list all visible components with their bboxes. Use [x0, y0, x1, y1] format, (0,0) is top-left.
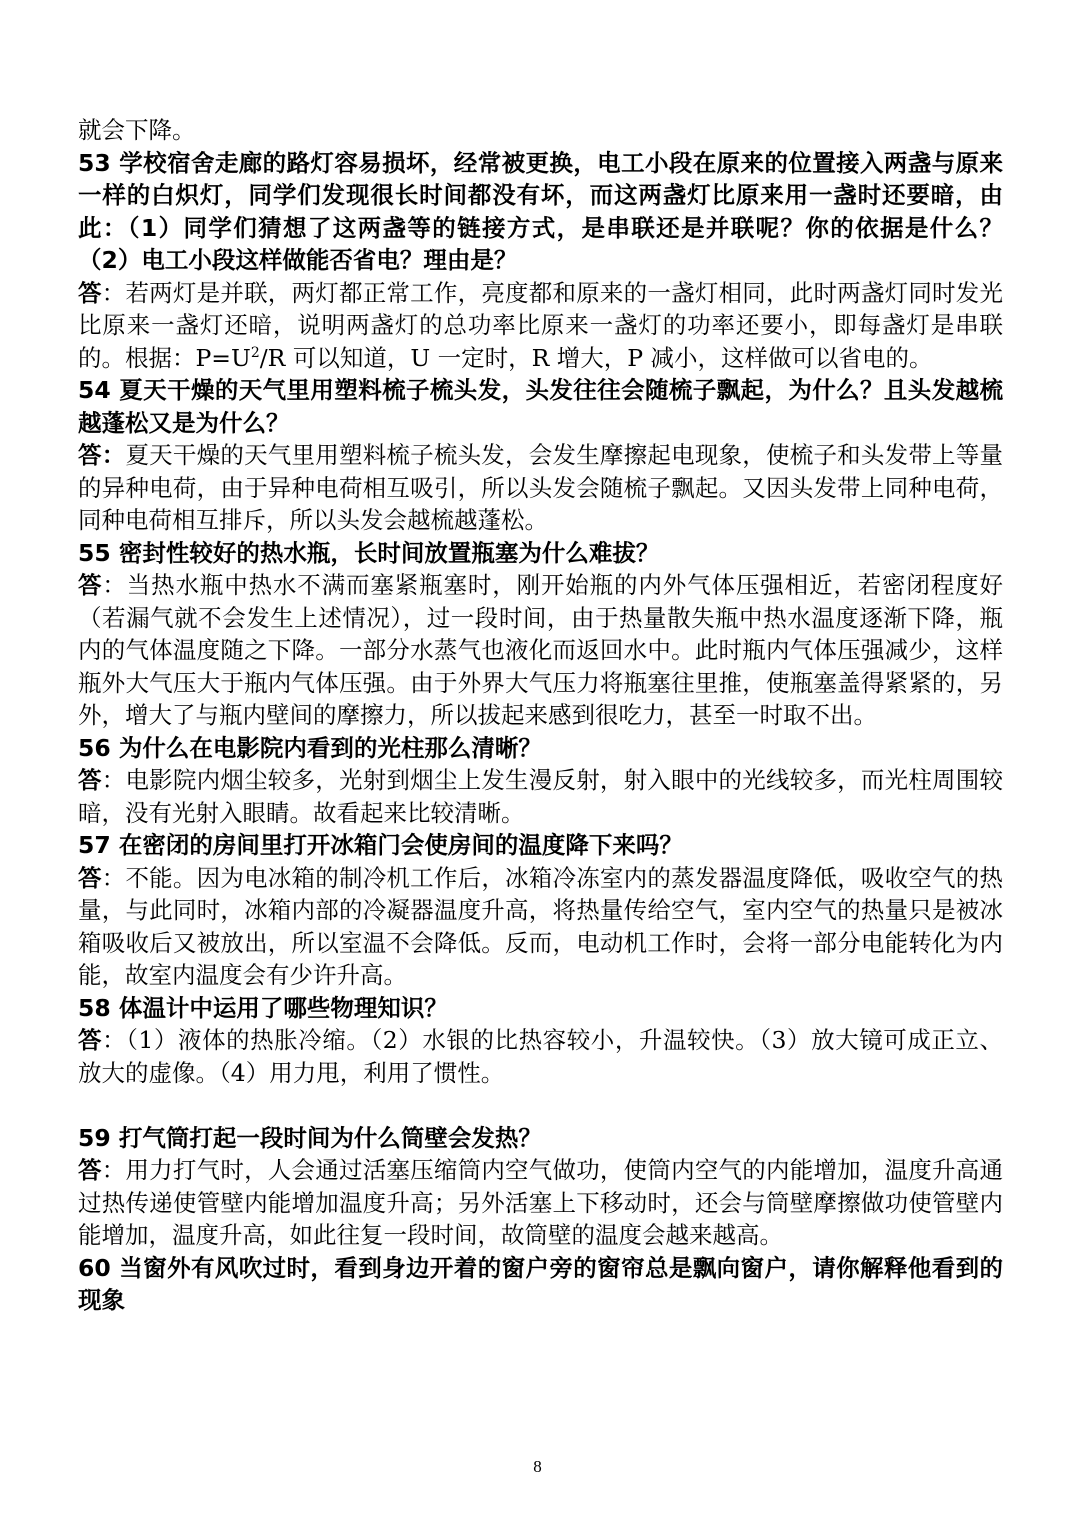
answer-text: ：（1）液体的热胀冷缩。（2）水银的比热容较小，升温较快。（3）放大镜可成正立、放大的虚像。（4）用力甩，利用了惯性。: [78, 1026, 1003, 1087]
answer-58: [78, 1024, 1003, 1089]
answer-53: [78, 277, 1003, 375]
answer-text: 夏天干燥的天气里用塑料梳子梳头发，会发生摩擦起电现象，使梳子和头发带上等量的异种电荷，由于异种电荷相互吸引，所以头发会随梳子飘起。又因头发带上同种电荷，同种电荷相互排斥，所以头发会越梳越蓬松。: [78, 441, 1004, 534]
blank-line: [78, 1089, 1003, 1122]
answer-57: [78, 862, 1003, 992]
question-55: 55 密封性较好的热水瓶，长时间放置瓶塞为什么难拔？: [78, 538, 660, 567]
answer-label: 答: [78, 1156, 102, 1184]
answer-label: 答: [78, 863, 102, 892]
answer-text: /R 可以知道，U 一定时，R 增大，P 减小，这样做可以省电的。: [259, 343, 933, 372]
answer-59: [78, 1154, 1003, 1252]
superscript: 2: [250, 344, 260, 361]
page-content: [78, 114, 1003, 1317]
page-number: 8: [533, 1457, 542, 1476]
answer-label: 答: [78, 571, 103, 599]
answer-label: 答：: [78, 441, 126, 469]
answer-label: 答: [78, 1026, 103, 1054]
answer-label: 答: [78, 766, 102, 794]
question-58: 58 体温计中运用了哪些物理知识？: [78, 993, 448, 1022]
answer-55: [78, 569, 1003, 732]
answer-text: ：当热水瓶中热水不满而塞紧瓶塞时，刚开始瓶的内外气体压强相近，若密闭程度好（若漏气就不会发生上述情况），过一段时间，由于热量散失瓶中热水温度逐渐下降，瓶内的气体温度随之下降。一部分水蒸气也液化而返回水中。此时瓶内气体压强减少，这样瓶外大气压大于瓶内气体压强。由于外界大气压力将瓶塞往里推，使瓶塞盖得紧紧的，另外，增大了与瓶内壁间的摩擦力，所以拔起来感到很吃力，甚至一时取不出。: [78, 571, 1004, 729]
answer-text: ：电影院内烟尘较多，光射到烟尘上发生漫反射，射入眼中的光线较多，而光柱周围较暗，没有光射入眼睛。故看起来比较清晰。: [78, 766, 1004, 827]
question-54: 54 夏天干燥的天气里用塑料梳子梳头发，头发往往会随梳子飘起，为什么？且头发越梳越蓬松又是为什么？: [78, 376, 1003, 437]
question-59: 59 打气筒打起一段时间为什么筒壁会发热？: [78, 1123, 542, 1152]
question-53: 53 学校宿舍走廊的路灯容易损坏，经常被更换，电工小段在原来的位置接入两盏与原来一样的白炽灯，同学们发现很长时间都没有坏，而这两盏灯比原来用一盏时还要暗，由此：（1）同学们猜想了这两盏等的链接方式，是串联还是并联呢？你的依据是什么？（2）电工小段这样做能否省电？理由是？: [78, 148, 1003, 274]
answer-label: 答: [78, 278, 102, 307]
continuation-text: 就会下降。: [78, 116, 196, 144]
answer-54: [78, 439, 1003, 537]
answer-text: ：若两灯是并联，两灯都正常工作，亮度都和原来的一盏灯相同，此时两盏灯同时发光比原来一盏灯还暗，说明两盏灯的总功率比原来一盏灯的功率还要小，即每盏灯是串联的。根据：P=U: [78, 278, 1004, 372]
question-56: 56 为什么在电影院内看到的光柱那么清晰？: [78, 733, 542, 762]
answer-56: [78, 764, 1003, 829]
question-57: 57 在密闭的房间里打开冰箱门会使房间的温度降下来吗？: [78, 831, 683, 859]
question-60: 60 当窗外有风吹过时，看到身边开着的窗户旁的窗帘总是飘向窗户，请你解释他看到的现象: [78, 1253, 1003, 1314]
answer-text: ：用力打气时，人会通过活塞压缩筒内空气做功，使筒内空气的内能增加，温度升高通过热传递使管壁内能增加温度升高；另外活塞上下移动时，还会与筒壁摩擦做功使管壁内能增加，温度升高，如此往复一段时间，故筒壁的温度会越来越高。: [78, 1156, 1004, 1249]
answer-text: ：不能。因为电冰箱的制冷机工作后，冰箱冷冻室内的蒸发器温度降低，吸收空气的热量，与此同时，冰箱内部的冷凝器温度升高，将热量传给空气，室内空气的热量只是被冰箱吸收后又被放出，所以室温不会降低。反而，电动机工作时，会将一部分电能转化为内能，故室内温度会有少许升高。: [78, 863, 1004, 989]
